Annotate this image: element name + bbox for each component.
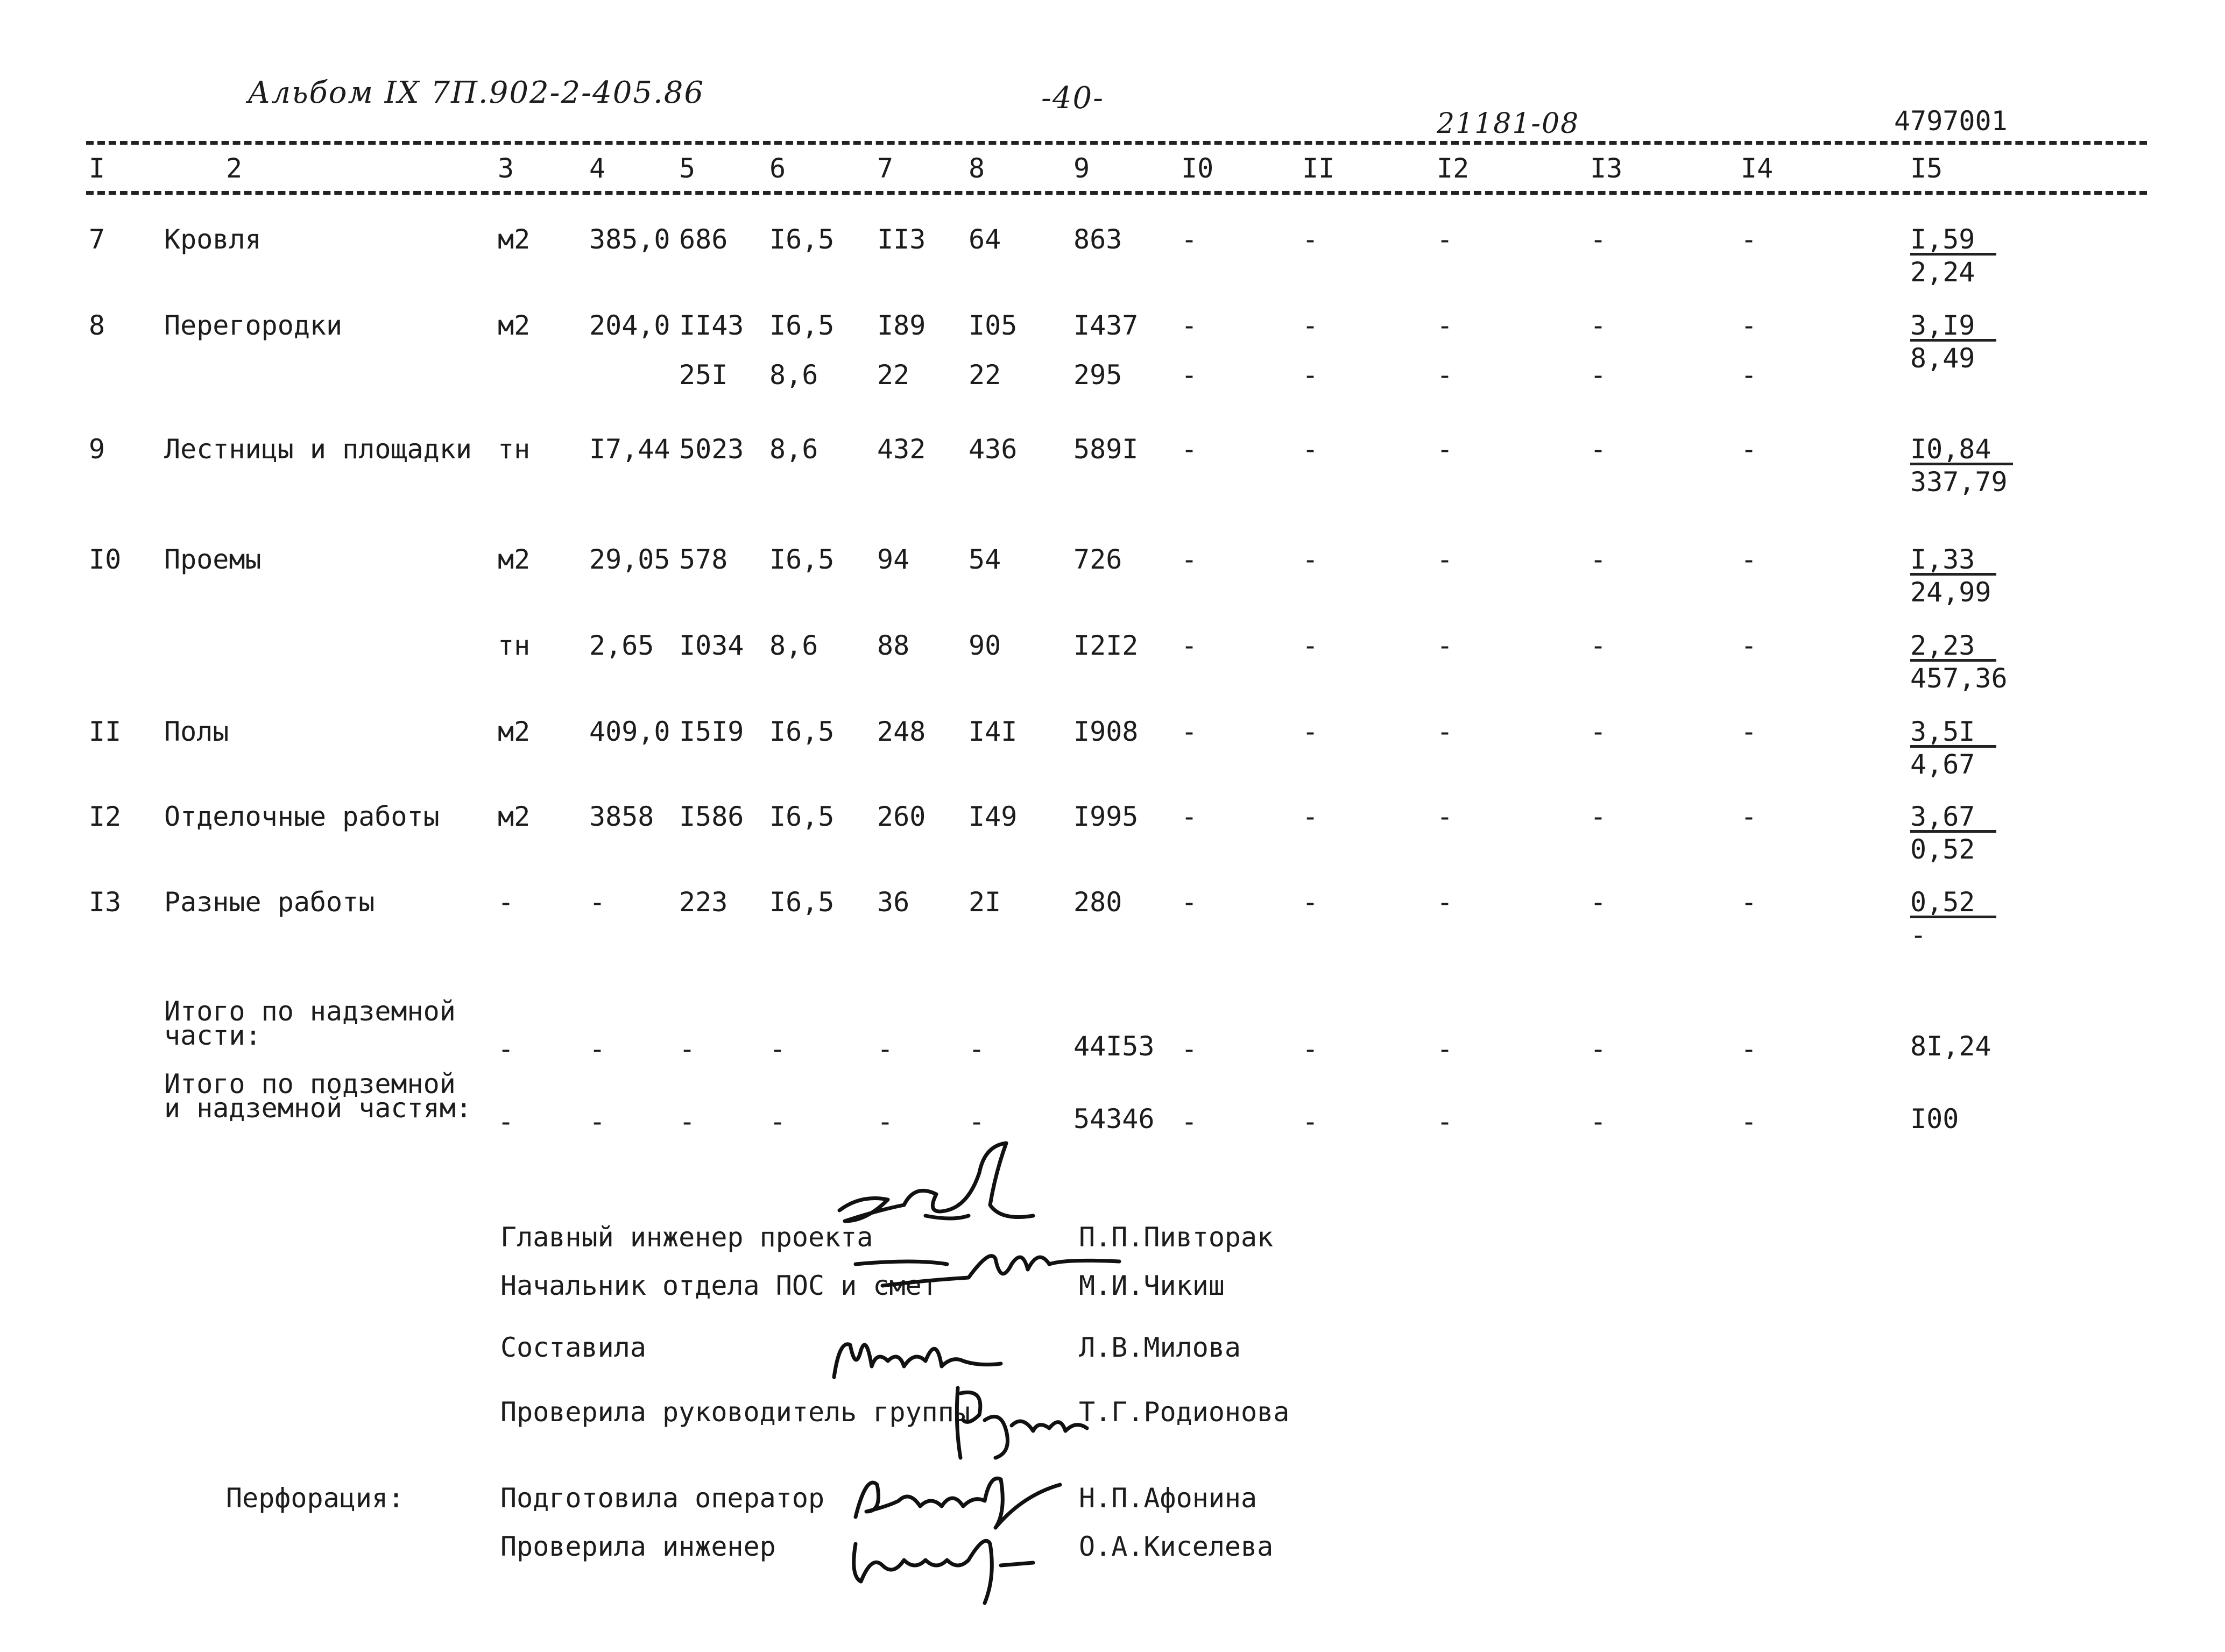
cell-blank: - <box>1302 1033 1319 1065</box>
cell-15-denominator: 2,24 <box>1910 257 1975 288</box>
cell-blank: - <box>1181 1033 1198 1065</box>
cell-blank: - <box>1181 310 1198 341</box>
cell-15-numerator: I0,84 <box>1910 436 2013 465</box>
col-header-4: 4 <box>589 153 606 184</box>
cell-blank: - <box>1741 434 1757 465</box>
cell-15-denominator: 457,36 <box>1910 663 2008 694</box>
cell-unit: м2 <box>498 544 531 575</box>
cell-c5: 223 <box>679 887 728 918</box>
cell-c7: 36 <box>877 887 910 918</box>
cell-15-fraction <box>1910 803 1996 863</box>
col-header-6: 6 <box>769 153 786 184</box>
cell-c7: 88 <box>877 630 910 661</box>
cell-num: 7 <box>89 224 105 255</box>
cell-c8: 90 <box>969 630 1001 661</box>
cell-blank: - <box>1590 887 1607 918</box>
cell-unit: м2 <box>498 716 531 747</box>
cell-c6: I6,5 <box>769 310 835 341</box>
total-col-15: I00 <box>1910 1103 1959 1135</box>
cell-blank: - <box>1181 359 1198 391</box>
cell-c9: I2I2 <box>1073 630 1139 661</box>
cell-c9: 280 <box>1073 887 1122 918</box>
page-number: -40- <box>1041 81 1105 116</box>
cell-blank: - <box>1302 1106 1319 1137</box>
cell-c6: I6,5 <box>769 801 835 832</box>
cell-blank: - <box>1437 887 1453 918</box>
cell-c9: I908 <box>1073 716 1139 747</box>
signatory-role: Подготовила оператор <box>500 1483 825 1514</box>
cell-15-fraction <box>1910 546 1996 606</box>
cell-blank: - <box>877 1106 894 1137</box>
cell-c6: 8,6 <box>769 630 818 661</box>
col-header-5: 5 <box>679 153 696 184</box>
cell-c7: 432 <box>877 434 926 465</box>
cell-name: Отделочные работы <box>164 801 440 832</box>
signatory-role: Составила <box>500 1332 646 1363</box>
cell-c9: 863 <box>1073 224 1122 255</box>
col-header-8: 8 <box>969 153 985 184</box>
signatory-name: Т.Г.Родионова <box>1079 1396 1290 1428</box>
cell-c8: I49 <box>969 801 1018 832</box>
cell-15-numerator: 3,5I <box>1910 718 1996 748</box>
signatory-role: Главный инженер проекта <box>500 1222 873 1253</box>
cell-unit: тн <box>498 434 531 465</box>
col-header-9: 9 <box>1073 153 1090 184</box>
signature-kiseleva-icon <box>839 1522 1055 1608</box>
cell-c5: I586 <box>679 801 744 832</box>
cell-c8: 436 <box>969 434 1018 465</box>
signatory-role: Начальник отдела ПОС и смет <box>500 1270 938 1301</box>
cell-unit: м2 <box>498 224 531 255</box>
cell-blank: - <box>1741 224 1757 255</box>
cell-15-denominator: 0,52 <box>1910 834 1975 865</box>
cell-blank: - <box>1741 310 1757 341</box>
cell-c9: 295 <box>1073 359 1122 391</box>
cell-blank: - <box>1302 544 1319 575</box>
perforation-label: Перфорация: <box>226 1483 405 1514</box>
cell-c6: 8,6 <box>769 359 818 391</box>
cell-blank: - <box>1181 716 1198 747</box>
cell-c6: 8,6 <box>769 434 818 465</box>
cell-blank: - <box>1590 801 1607 832</box>
cell-blank: - <box>969 1106 985 1137</box>
cell-blank: - <box>1181 434 1198 465</box>
cell-15-denominator: 337,79 <box>1910 466 2008 498</box>
document-code: 21181-08 <box>1437 108 1580 140</box>
cell-num: I2 <box>89 801 122 832</box>
cell-blank: - <box>1741 359 1757 391</box>
cell-c5: I034 <box>679 630 744 661</box>
col-header-7: 7 <box>877 153 894 184</box>
cell-blank: - <box>1437 1106 1453 1137</box>
cell-blank: - <box>679 1033 696 1065</box>
cell-c7: 260 <box>877 801 926 832</box>
cell-blank: - <box>1741 1106 1757 1137</box>
cell-blank: - <box>1590 630 1607 661</box>
cell-name: Лестницы и площадки <box>164 434 472 465</box>
cell-blank: - <box>1437 224 1453 255</box>
cell-blank: - <box>1437 544 1453 575</box>
signatory-name: О.А.Киселева <box>1079 1531 1274 1562</box>
col-header-1: I <box>89 153 105 184</box>
cell-blank: - <box>1590 544 1607 575</box>
cell-c8: 2I <box>969 887 1001 918</box>
col-header-10: I0 <box>1181 153 1214 184</box>
cell-blank: - <box>498 1106 514 1137</box>
cell-c7: 94 <box>877 544 910 575</box>
cell-blank: - <box>1590 310 1607 341</box>
document-number: 4797001 <box>1894 105 2008 137</box>
cell-15-numerator: I,59 <box>1910 226 1996 256</box>
signature-chikish-icon <box>850 1226 1130 1313</box>
cell-c8: I4I <box>969 716 1018 747</box>
cell-15-fraction <box>1910 887 1996 951</box>
cell-c4: 204,0 <box>589 310 670 341</box>
cell-blank: - <box>1302 801 1319 832</box>
cell-name: Полы <box>164 716 229 747</box>
cell-blank: - <box>1181 544 1198 575</box>
cell-blank: - <box>1181 224 1198 255</box>
cell-blank: - <box>1437 434 1453 465</box>
cell-blank: - <box>769 1106 786 1137</box>
cell-blank: - <box>1590 359 1607 391</box>
cell-c7: 22 <box>877 359 910 391</box>
cell-name: Кровля <box>164 224 262 255</box>
cell-c5: 5023 <box>679 434 744 465</box>
col-header-11: II <box>1302 153 1335 184</box>
cell-c4: - <box>589 887 606 918</box>
cell-c9: 726 <box>1073 544 1122 575</box>
cell-c6: I6,5 <box>769 716 835 747</box>
cell-blank: - <box>1181 801 1198 832</box>
cell-blank: - <box>1437 716 1453 747</box>
cell-c8: 64 <box>969 224 1001 255</box>
cell-c5: 686 <box>679 224 728 255</box>
col-header-15: I5 <box>1910 153 1943 184</box>
cell-15-numerator: 0,52 <box>1910 889 1996 918</box>
cell-c8: I05 <box>969 310 1018 341</box>
cell-blank: - <box>877 1033 894 1065</box>
cell-num: I0 <box>89 544 122 575</box>
cell-15-fraction <box>1910 718 1996 778</box>
cell-blank: - <box>1741 1033 1757 1065</box>
cell-15-fraction <box>1910 226 1996 286</box>
cell-c7: 248 <box>877 716 926 747</box>
cell-blank: - <box>1181 630 1198 661</box>
cell-blank: - <box>1741 887 1757 918</box>
total-col-9: 44I53 <box>1073 1031 1155 1062</box>
cell-blank: - <box>1302 434 1319 465</box>
cell-c6: I6,5 <box>769 224 835 255</box>
cell-c7: II3 <box>877 224 926 255</box>
cell-blank: - <box>1590 434 1607 465</box>
cell-num: I3 <box>89 887 122 918</box>
cell-15-fraction <box>1910 312 1996 372</box>
cell-blank: - <box>1302 310 1319 341</box>
cell-blank: - <box>1741 544 1757 575</box>
col-header-2: 2 <box>226 153 243 184</box>
total-col-15: 8I,24 <box>1910 1031 1991 1062</box>
album-reference: Альбом IX 7П.902-2-405.86 <box>248 75 705 110</box>
cell-blank: - <box>589 1033 606 1065</box>
cell-blank: - <box>498 1033 514 1065</box>
cell-name: Проемы <box>164 544 262 575</box>
signature-rodionova-icon <box>952 1377 1092 1469</box>
cell-num: II <box>89 716 122 747</box>
cell-c5: II43 <box>679 310 744 341</box>
cell-c5: 25I <box>679 359 728 391</box>
cell-15-numerator: 3,67 <box>1910 803 1996 833</box>
header-rule-bottom <box>86 191 2147 195</box>
cell-blank: - <box>1437 801 1453 832</box>
cell-unit: м2 <box>498 801 531 832</box>
cell-15-numerator: I,33 <box>1910 546 1996 576</box>
cell-blank: - <box>1437 630 1453 661</box>
cell-blank: - <box>1741 801 1757 832</box>
total-label-line1: Итого по подземной <box>164 1068 456 1100</box>
signatory-name: М.И.Чикиш <box>1079 1270 1225 1301</box>
cell-c8: 54 <box>969 544 1001 575</box>
cell-c4: 409,0 <box>589 716 670 747</box>
cell-c6: I6,5 <box>769 544 835 575</box>
col-header-14: I4 <box>1741 153 1774 184</box>
cell-c4: 385,0 <box>589 224 670 255</box>
cell-c4: I7,44 <box>589 434 670 465</box>
cell-blank: - <box>1302 887 1319 918</box>
cell-blank: - <box>1302 359 1319 391</box>
cell-blank: - <box>1590 1106 1607 1137</box>
cell-unit: тн <box>498 630 531 661</box>
cell-c4: 29,05 <box>589 544 670 575</box>
cell-blank: - <box>1302 630 1319 661</box>
cell-15-denominator: 4,67 <box>1910 749 1975 780</box>
cell-c9: I995 <box>1073 801 1139 832</box>
cell-c7: I89 <box>877 310 926 341</box>
col-header-13: I3 <box>1590 153 1623 184</box>
cell-num: 8 <box>89 310 105 341</box>
cell-c4: 2,65 <box>589 630 654 661</box>
cell-blank: - <box>1437 359 1453 391</box>
cell-blank: - <box>969 1033 985 1065</box>
cell-15-numerator: 2,23 <box>1910 632 1996 662</box>
cell-c5: 578 <box>679 544 728 575</box>
cell-15-denominator: 8,49 <box>1910 343 1975 374</box>
cell-blank: - <box>1590 1033 1607 1065</box>
cell-blank: - <box>679 1106 696 1137</box>
cell-num: 9 <box>89 434 105 465</box>
signatory-role: Проверила руководитель группы <box>500 1396 970 1428</box>
cell-c4: 3858 <box>589 801 654 832</box>
cell-blank: - <box>1590 224 1607 255</box>
cell-c9: 589I <box>1073 434 1139 465</box>
cell-15-numerator: 3,I9 <box>1910 312 1996 342</box>
cell-c6: I6,5 <box>769 887 835 918</box>
signatory-name: П.П.Пивторак <box>1079 1222 1274 1253</box>
cell-blank: - <box>1181 1106 1198 1137</box>
cell-blank: - <box>1302 224 1319 255</box>
cell-unit: м2 <box>498 310 531 341</box>
total-label-line1: Итого по надземной <box>164 996 456 1027</box>
col-header-3: 3 <box>498 153 514 184</box>
cell-c8: 22 <box>969 359 1001 391</box>
signatory-name: Н.П.Афонина <box>1079 1483 1258 1514</box>
cell-15-denominator: - <box>1910 919 1927 951</box>
signatory-name: Л.В.Милова <box>1079 1332 1241 1363</box>
cell-blank: - <box>1302 716 1319 747</box>
cell-c9: I437 <box>1073 310 1139 341</box>
cell-name: Перегородки <box>164 310 343 341</box>
cell-15-fraction <box>1910 434 2013 498</box>
cell-blank: - <box>1437 1033 1453 1065</box>
cell-unit: - <box>498 887 514 918</box>
cell-c5: I5I9 <box>679 716 744 747</box>
cell-15-fraction <box>1910 632 2008 692</box>
cell-blank: - <box>1181 887 1198 918</box>
cell-blank: - <box>1590 716 1607 747</box>
cell-blank: - <box>769 1033 786 1065</box>
cell-blank: - <box>1741 630 1757 661</box>
signatory-role: Проверила инженер <box>500 1531 776 1562</box>
total-col-9: 54346 <box>1073 1103 1155 1135</box>
cell-name: Разные работы <box>164 887 375 918</box>
col-header-12: I2 <box>1437 153 1470 184</box>
cell-blank: - <box>1437 310 1453 341</box>
cell-blank: - <box>1741 716 1757 747</box>
cell-blank: - <box>589 1106 606 1137</box>
total-label-line2: и надземной частям: <box>164 1093 472 1124</box>
cell-15-denominator: 24,99 <box>1910 577 1991 608</box>
total-label-line2: части: <box>164 1020 262 1051</box>
header-rule-top <box>86 141 2147 145</box>
